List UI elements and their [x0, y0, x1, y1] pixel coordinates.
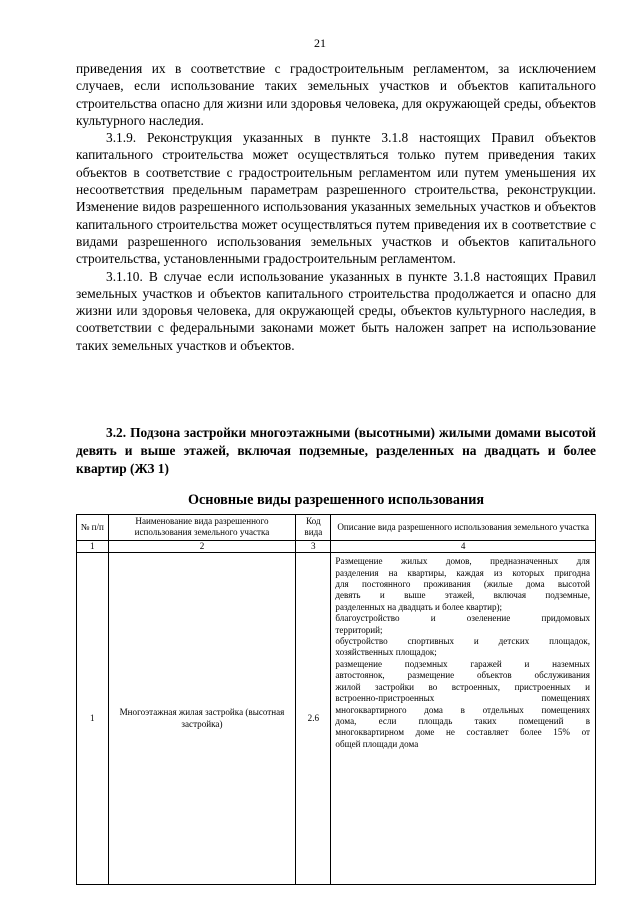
- table-row: [77, 553, 596, 885]
- row-name: Многоэтажная жилая застройка (высотная застройка): [108, 553, 296, 885]
- row-num: 1: [77, 553, 109, 885]
- description-line: размещение подземных гаражей и наземных: [335, 658, 590, 669]
- land-use-table: [76, 514, 596, 885]
- column-number: 3: [296, 540, 331, 552]
- header-code: Код вида: [296, 515, 331, 541]
- paragraph-continuation: приведения их в соответствие с градостроительным регламентом, за исключением случаев, если использование таких земельных участков и объектов капитального строительства опасно для жизни или здоровья человека, для окружающей среды, объектов культурного наследия.: [76, 61, 596, 128]
- paragraph-3-1-9: 3.1.9. Реконструкция указанных в пункте 3.1.8 настоящих Правил объектов капитального строительства может осуществляться только путем приведения таких объектов в соответствие с градостроительным регламентом или путем уменьшения их несоответствия предельным параметрам разрешенного строительства, реконструкции. Изменение видов разрешенного использования указанных земельных участков и объектов капитального строительства может осуществляться путем приведения их в соответствие с видами разрешенного использования земельных участков и объектов капитального строительства, установленными градостроительным регламентом.: [76, 130, 596, 267]
- column-number-row: [77, 540, 596, 552]
- column-number: 2: [108, 540, 296, 552]
- description-line: обустройство спортивных и детских площадок,: [335, 636, 590, 647]
- description-line: дома, если площадь таких помещений в: [335, 715, 590, 726]
- description-line: встроенно-пристроенных помещениях: [335, 693, 590, 704]
- description-line: территорий;: [335, 624, 383, 635]
- description-line: разделения на квартиры, каждая из которых пригодна: [335, 567, 590, 578]
- paragraph-3-1-10: 3.1.10. В случае если использование указанных в пункте 3.1.8 настоящих Правил земельных участков и объектов капитального строительства продолжается и опасно для жизни или здоровья человека, для окружающей среды, объектов культурного наследия, в соответствии с федеральными законами может быть наложен запрет на использование таких земельных участков и объектов.: [76, 268, 596, 353]
- description-line: разделенных на двадцать и более квартир);: [335, 601, 503, 612]
- header-desc: Описание вида разрешенного использования земельного участка: [331, 515, 596, 541]
- table-header-row: [77, 515, 596, 541]
- section-heading: 3.2. Подзона застройки многоэтажными (высотными) жилыми домами высотой девять и выше этажей, включая подземные, разделенных на двадцать и более квартир (ЖЗ 1): [76, 425, 596, 476]
- header-num: № п/п: [77, 515, 109, 541]
- description-line: многоквартирном доме не составляет более 15% от: [335, 727, 590, 738]
- page-number: 21: [314, 36, 326, 50]
- table-title: Основные виды разрешенного использования: [187, 492, 485, 508]
- description-line: для постоянного проживания (жилые дома высотой: [335, 579, 590, 590]
- description-line: общей площади дома: [335, 738, 419, 749]
- row-description: [331, 553, 596, 885]
- description-line: автостоянок, размещение объектов обслуживания: [335, 670, 590, 681]
- column-number: 4: [331, 540, 596, 552]
- description-line: Размещение жилых домов, предназначенных для: [335, 556, 590, 567]
- description-line: благоустройство и озеленение придомовых: [335, 613, 590, 624]
- description-line: девять и выше этажей, включая подземные,: [335, 590, 590, 601]
- description-line: многоквартирного дома в отдельных помещениях: [335, 704, 590, 715]
- header-name: Наименование вида разрешенного использования земельного участка: [108, 515, 296, 541]
- description-line: хозяйственных площадок;: [335, 647, 437, 658]
- description-line: жилой застройки во встроенных, пристроенных и: [335, 681, 590, 692]
- row-code: 2.6: [296, 553, 331, 885]
- body-text: [76, 60, 596, 354]
- column-number: 1: [77, 540, 109, 552]
